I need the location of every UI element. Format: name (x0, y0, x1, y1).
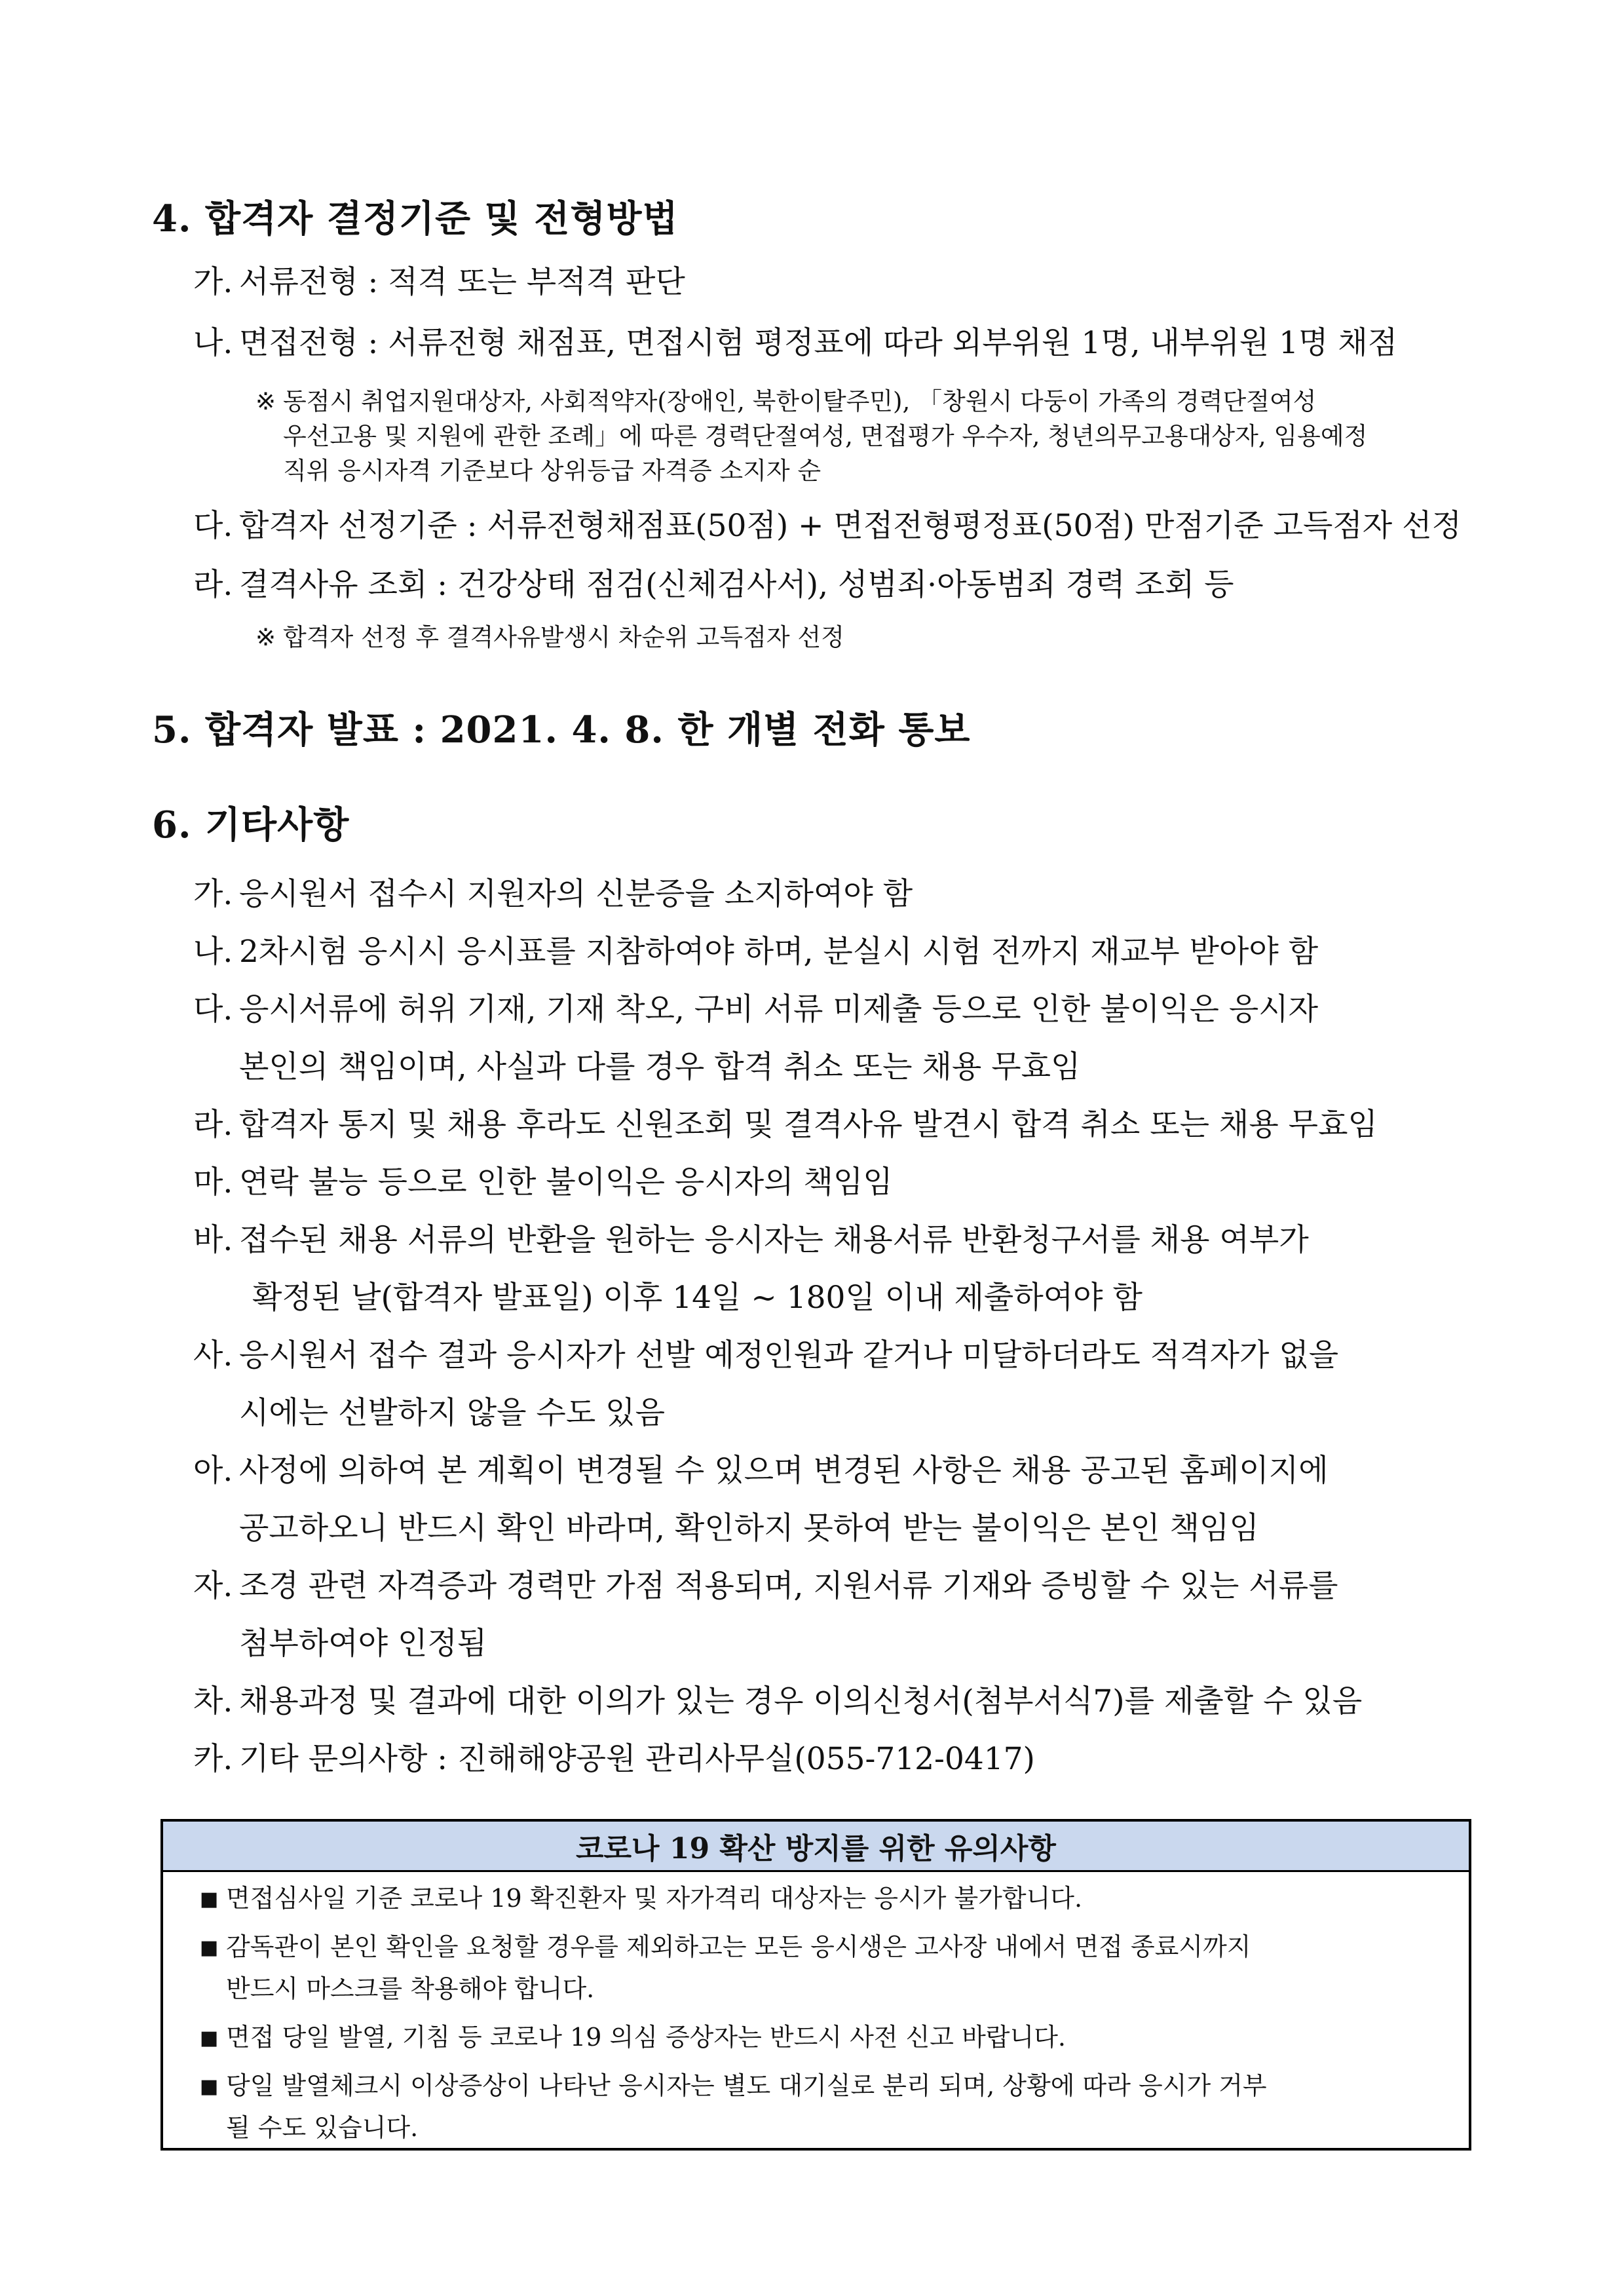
s4-note2 (255, 617, 844, 653)
s6-item (193, 1100, 1378, 1144)
item-text: 면접전형 : 서류전형 채점표, 면접시험 평정표에 따라 외부위원 1명, 내부위원 1명 채점 (239, 325, 1398, 361)
item-mark: 사. (193, 1337, 233, 1373)
s6-item (193, 1446, 1329, 1490)
item-mark: 다. (193, 991, 233, 1027)
s6-item (193, 1734, 1035, 1778)
covid-notice-item (200, 1878, 1082, 1914)
item-mark: 나. (193, 934, 233, 970)
s4-note1-line2: 우선고용 및 지원에 관한 조례」에 따른 경력단절여성, 면접평가 우수자, 청년의무고용대상자, 임용예정 (283, 422, 1368, 450)
square-bullet-icon: ■ (200, 1888, 219, 1911)
section-4-title: 4. 합격자 결정기준 및 전형방법 (152, 197, 679, 240)
s6-item (193, 870, 913, 913)
s6-item (193, 1158, 893, 1202)
item-text: 사정에 의하여 본 계획이 변경될 수 있으며 변경된 사항은 채용 공고된 홈페이지에 (239, 1453, 1329, 1489)
item-mark: 가. (193, 876, 233, 912)
s6-item-cont: 시에는 선발하지 않을 수도 있음 (239, 1395, 665, 1431)
item-mark: 나. (193, 325, 233, 361)
item-text: 합격자 통지 및 채용 후라도 신원조회 및 결격사유 발견시 합격 취소 또는 채용 무효임 (239, 1107, 1378, 1143)
s4-item-ga (193, 258, 685, 301)
s4-item-ra (193, 560, 1234, 604)
item-text: 서류전형 : 적격 또는 부적격 판단 (239, 264, 685, 300)
item-mark: 바. (193, 1222, 233, 1258)
item-text: 접수된 채용 서류의 반환을 원하는 응시자는 채용서류 반환청구서를 채용 여부가 (239, 1222, 1309, 1258)
note-mark: ※ (255, 623, 276, 651)
item-text: 응시서류에 허위 기재, 기재 착오, 구비 서류 미제출 등으로 인한 불이익은 응시자 (239, 991, 1319, 1027)
s4-item-na (193, 318, 1397, 362)
covid-notice-title: 코로나 19 확산 방지를 위한 유의사항 (163, 1822, 1469, 1872)
section-6-title: 6. 기타사항 (152, 803, 350, 847)
item-text: 채용과정 및 결과에 대한 이의가 있는 경우 이의신청서(첨부서식7)를 제출할 수 있음 (239, 1683, 1363, 1719)
item-text: 결격사유 조회 : 건강상태 점검(신체검사서), 성범죄·아동범죄 경력 조회 등 (239, 567, 1234, 603)
s4-note1-line3: 직위 응시자격 기준보다 상위등급 자격증 소지자 순 (283, 457, 821, 485)
covid-notice-box (161, 1819, 1471, 2151)
notice-text-cont: 반드시 마스크를 착용해야 합니다. (226, 1974, 595, 2003)
item-mark: 카. (193, 1741, 233, 1777)
s6-item (193, 927, 1318, 971)
item-mark: 자. (193, 1568, 233, 1604)
s4-note1 (255, 381, 1316, 417)
s6-item (193, 1215, 1309, 1259)
item-text: 응시원서 접수 결과 응시자가 선발 예정인원과 같거나 미달하더라도 적격자가 없을 (239, 1337, 1339, 1373)
covid-notice-item (200, 2017, 1066, 2053)
item-text: 조경 관련 자격증과 경력만 가점 적용되며, 지원서류 기재와 증빙할 수 있는 서류를 (239, 1568, 1338, 1604)
notice-text: 면접심사일 기준 코로나 19 확진환자 및 자가격리 대상자는 응시가 불가합니다. (226, 1884, 1083, 1913)
item-text: 기타 문의사항 : 진해해양공원 관리사무실(055-712-0417) (239, 1741, 1035, 1777)
s4-item-da (193, 501, 1462, 545)
notice-text: 당일 발열체크시 이상증상이 나타난 응시자는 별도 대기실로 분리 되며, 상황에 따라 응시가 거부 (226, 2071, 1267, 2100)
notice-text: 면접 당일 발열, 기침 등 코로나 19 의심 증상자는 반드시 사전 신고 바랍니다. (226, 2023, 1066, 2052)
item-mark: 라. (193, 567, 233, 603)
item-text: 2차시험 응시시 응시표를 지참하여야 하며, 분실시 시험 전까지 재교부 받아야 함 (239, 934, 1319, 970)
square-bullet-icon: ■ (200, 1936, 219, 1959)
square-bullet-icon: ■ (200, 2027, 219, 2050)
s6-item-cont: 확정된 날(합격자 발표일) 이후 14일 ~ 180일 이내 제출하여야 함 (252, 1280, 1142, 1316)
notice-text-cont: 될 수도 있습니다. (226, 2113, 419, 2142)
item-text: 연락 불능 등으로 인한 불이익은 응시자의 책임임 (239, 1164, 893, 1200)
item-mark: 가. (193, 264, 233, 300)
item-mark: 차. (193, 1683, 233, 1719)
s6-item-cont: 첨부하여야 인정됨 (239, 1626, 487, 1662)
s6-item (193, 1331, 1338, 1375)
note-line: 동점시 취업지원대상자, 사회적약자(장애인, 북한이탈주민), 「창원시 다둥이 가족의 경력단절여성 (283, 387, 1317, 415)
item-mark: 라. (193, 1107, 233, 1143)
note-mark: ※ (255, 387, 276, 415)
note-text: 합격자 선정 후 결격사유발생시 차순위 고득점자 선정 (283, 623, 844, 651)
square-bullet-icon: ■ (200, 2075, 219, 2098)
covid-notice-item (200, 2065, 1267, 2101)
notice-text: 감독관이 본인 확인을 요청할 경우를 제외하고는 모든 응시생은 고사장 내에서 면접 종료시까지 (226, 1932, 1251, 1961)
item-mark: 아. (193, 1453, 233, 1489)
item-text: 응시원서 접수시 지원자의 신분증을 소지하여야 함 (239, 876, 913, 912)
item-mark: 다. (193, 508, 233, 544)
covid-notice-item (200, 1926, 1251, 1962)
s6-item (193, 1677, 1362, 1721)
item-text: 합격자 선정기준 : 서류전형채점표(50점) + 면접전형평정표(50점) 만점기준 고득점자 선정 (239, 508, 1462, 544)
s6-item-cont: 본인의 책임이며, 사실과 다를 경우 합격 취소 또는 채용 무효임 (239, 1049, 1081, 1085)
section-5-title: 5. 합격자 발표 : 2021. 4. 8. 한 개별 전화 통보 (152, 708, 971, 752)
s6-item (193, 985, 1318, 1029)
s6-item (193, 1561, 1338, 1605)
s6-item-cont: 공고하오니 반드시 확인 바라며, 확인하지 못하여 받는 불이익은 본인 책임임 (239, 1510, 1259, 1546)
item-mark: 마. (193, 1164, 233, 1200)
